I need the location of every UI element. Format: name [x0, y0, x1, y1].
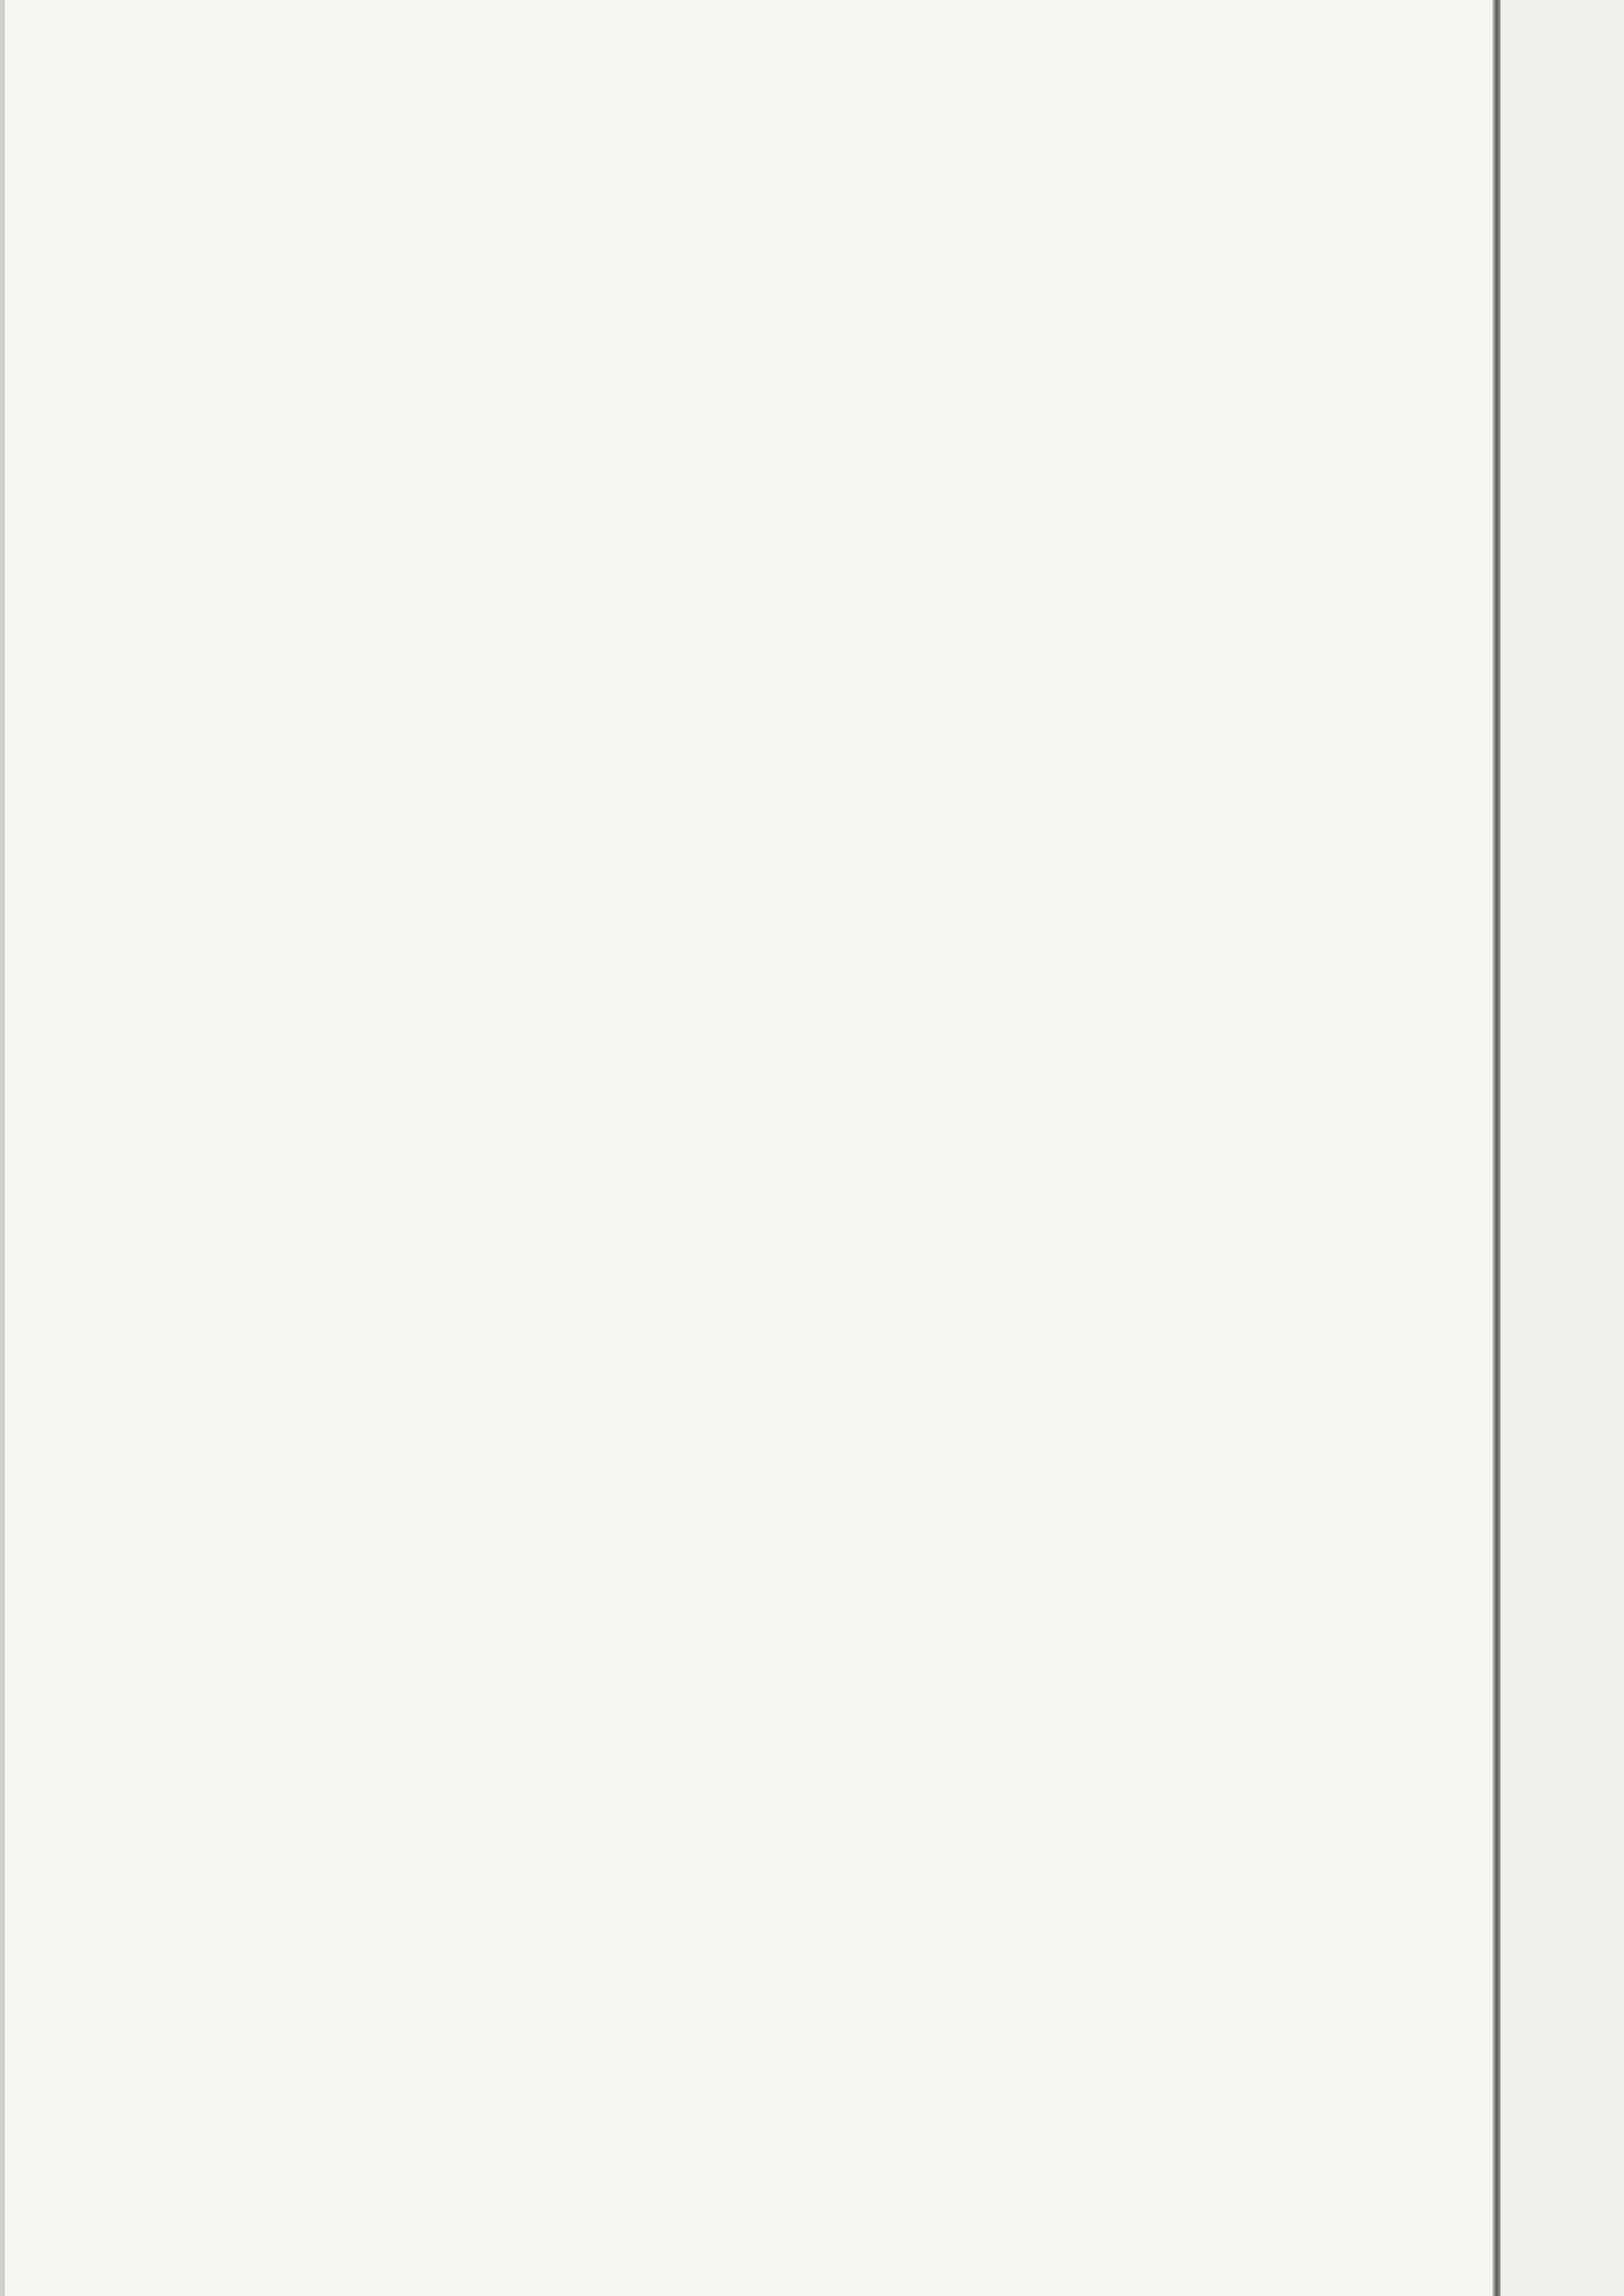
page-content [136, 31, 1473, 244]
running-header [143, 31, 1473, 73]
page-gutter [1492, 0, 1501, 2296]
entry1-kapital [136, 73, 1473, 101]
entry1-meta [136, 101, 1473, 130]
entry2-meta [136, 182, 1473, 210]
entry2-gegruendet [136, 153, 1473, 181]
page-left-edge [0, 0, 5, 2296]
adjacent-page [1501, 0, 1624, 2296]
